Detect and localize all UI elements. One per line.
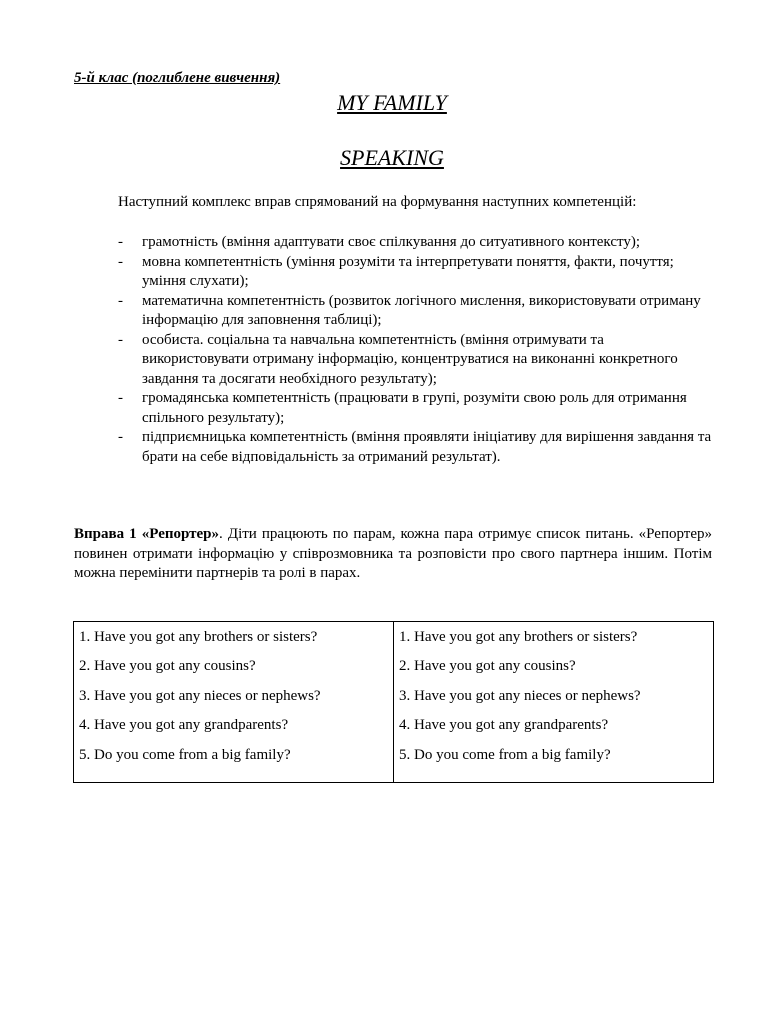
table-row [74,622,714,783]
bullet-dash: - [118,292,123,309]
table-cell-right [394,622,714,783]
list-item-text: грамотність (вміння адаптувати своє спілкування до ситуативного контексту); [142,234,641,250]
list-item [74,331,714,390]
questions-table [73,621,714,783]
list-item-text: підприємницька компетентність (вміння проявляти ініціативу для вирішення завдання та брати на себе відповідальність за отриманий результат). [142,429,712,465]
list-item-text: особиста. соціальна та навчальна компетентність (вміння отримувати та використовувати отриману інформацію, концентруватися на виконанні конкретного завдання та досягати необхідного результату); [142,331,678,387]
section-title: SPEAKING [340,145,444,170]
page-title: MY FAMILY [337,90,447,115]
intro-paragraph [74,193,674,213]
bullet-dash: - [118,331,123,348]
competence-list [74,233,714,467]
bullet-dash: - [118,234,123,250]
question-item: 5. Do you come from a big family? [399,746,611,763]
list-item-text: громадянська компетентність (працювати в групі, розуміти свою роль для отримання спільного результату); [142,390,687,426]
exercise-paragraph [74,525,712,584]
question-item: 2. Have you got any cousins? [399,658,576,675]
bullet-dash: - [118,429,123,445]
table-cell-left [74,622,394,783]
question-item: 4. Have you got any grandparents? [399,717,609,734]
question-item: 3. Have you got any nieces or nephews? [399,687,641,704]
intro-text: Наступний комплекс вправ спрямований на формування наступних компетенцій: [118,194,637,210]
question-item: 4. Have you got any grandparents? [79,717,289,734]
question-item: 2. Have you got any cousins? [79,658,256,675]
bullet-dash: - [118,390,123,406]
exercise-text: . Діти працюють по парам, кожна пара отримує список питань. «Репортер» повинен отримати інформацію у співрозмовника та розповісти про свого партнера іншим. Потім можна перемінити партнерів та ролі в парах. [74,526,712,581]
question-item: 1. Have you got any brothers or sisters? [399,629,638,645]
exercise-label: Вправа 1 «Репортер» [74,526,220,542]
question-item: 5. Do you come from a big family? [79,746,291,763]
question-item: 1. Have you got any brothers or sisters? [79,629,318,645]
list-item-text: математична компетентність (розвиток логічного мислення, використовувати отриману інформацію для заповнення таблиці); [142,292,701,328]
list-item [74,253,714,292]
list-item [74,292,714,331]
list-item [74,233,714,253]
list-item [74,428,714,467]
list-item [74,389,714,428]
question-item: 3. Have you got any nieces or nephews? [79,687,321,704]
list-item-text: мовна компетентність (уміння розуміти та інтерпретувати поняття, факти, почуття; уміння слухати); [142,253,674,289]
bullet-dash: - [118,253,123,270]
grade-label: 5-й клас (поглиблене вивчення) [74,70,281,86]
